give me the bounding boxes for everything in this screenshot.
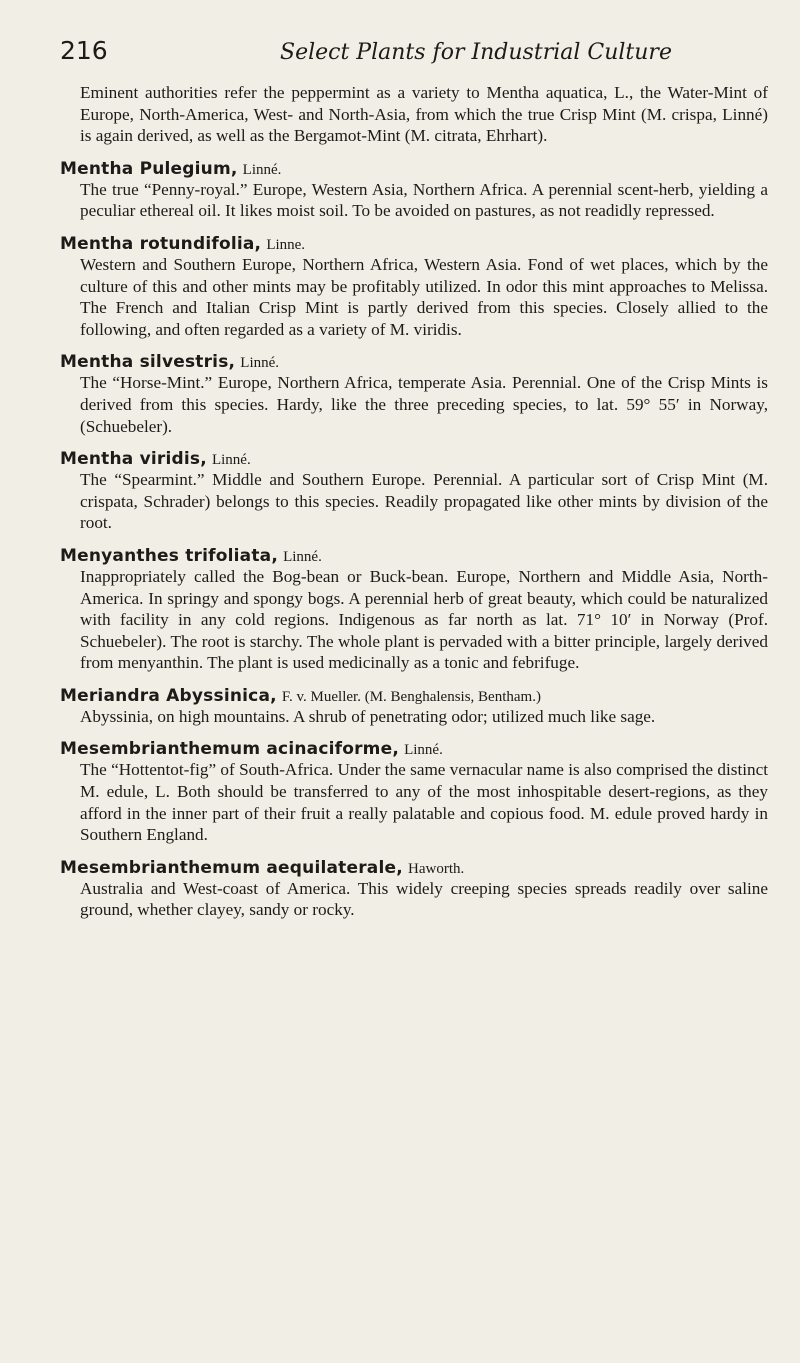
running-title: Select Plants for Industrial Culture xyxy=(280,40,672,65)
entry-mentha-silvestris xyxy=(60,352,768,437)
entry-menyanthes-trifoliata xyxy=(60,546,768,674)
entry-mentha-rotundifolia xyxy=(60,234,768,340)
entry-mesembrianthemum-acinaciforme xyxy=(60,739,768,845)
page-number: 216 xyxy=(60,36,108,65)
entry-text: Abyssinia, on high mountains. A shrub of penetrating odor; utilized much like sage. xyxy=(80,706,656,726)
entry-meriandra-abyssinica xyxy=(60,686,768,728)
intro-text: Eminent authorities refer the peppermint as a variety to Mentha aquatica, L., the Water-Mint of Europe, North-America, West- and North-Asia, from which the true Crisp Mint (M. crispa, Linné) is again derived, as well as the Bergamot-Mint (M. citrata, Ehrhart). xyxy=(80,83,768,146)
entry-name: Mentha silvestris, xyxy=(60,352,236,373)
entry-name: Mesembrianthemum aequilaterale, xyxy=(60,857,403,878)
entry-text: The “Hottentot-fig” of South-Africa. Under the same vernacular name is also comprised the distinct M. edule, L. Both should be transferred to any of the most inhospitable desert-regions, as they afford in the inner part of their fruit a really palatable and copious food. M. edule proved hardy in Southern England. xyxy=(80,760,768,845)
entry-name: Meriandra Abyssinica, xyxy=(60,685,277,706)
page-header xyxy=(60,36,760,86)
intro-paragraph xyxy=(60,82,768,147)
entry-mentha-pulegium xyxy=(60,159,768,222)
entry-name: Mentha Pulegium, xyxy=(60,158,238,179)
entry-name: Mentha viridis, xyxy=(60,449,207,470)
entry-authority: Linné. xyxy=(240,355,280,372)
entry-text: The “Horse-Mint.” Europe, Northern Africa, temperate Asia. Perennial. One of the Crisp Mints is derived from this species. Hardy, like the three preceding species, to lat. 59° 55′ in Norway, (Schuebeler). xyxy=(80,373,768,436)
entry-authority: Linne. xyxy=(266,236,306,253)
entry-authority: Linné. xyxy=(404,742,443,759)
entry-name: Mesembrianthemum acinaciforme, xyxy=(60,739,399,760)
entry-text: Inappropriately called the Bog-bean or Buck-bean. Europe, Northern and Middle Asia, North-America. In springy and spongy bogs. A perennial herb of great beauty, which could be naturalized with facility in any cold regions. Indigenous as far north as lat. 71° 10′ in Norway (Prof. Schuebeler). The root is starchy. The whole plant is pervaded with a bitter principle, largely derived from menyanthin. The plant is used medicinally as a tonic and febrifuge. xyxy=(80,566,768,673)
page-body xyxy=(60,82,768,921)
entry-text: The true “Penny-royal.” Europe, Western Asia, Northern Africa. A perennial scent-herb, yielding a peculiar ethereal oil. It likes moist soil. To be avoided on pastures, as not readidly repressed. xyxy=(80,179,768,221)
entry-mesembrianthemum-aequilaterale xyxy=(60,858,768,921)
entry-authority: Linné. xyxy=(283,548,322,565)
entry-name: Menyanthes trifoliata, xyxy=(60,545,278,566)
entry-name: Mentha rotundifolia, xyxy=(60,233,262,254)
entry-text: Western and Southern Europe, Northern Africa, Western Asia. Fond of wet places, which by the culture of this and other mints may be profitably utilized. In odor this mint approaches to Melissa. The French and Italian Crisp Mint is partly derived from this species. Closely allied to the following, and often regarded as a variety of M. viridis. xyxy=(80,254,768,339)
entry-mentha-viridis xyxy=(60,449,768,534)
entry-authority: Haworth. xyxy=(408,860,465,877)
entry-authority: F. v. Mueller. (M. Benghalensis, Bentham.) xyxy=(281,688,541,705)
entry-text: The “Spearmint.” Middle and Southern Europe. Perennial. A particular sort of Crisp Mint (M. crispata, Schrader) belongs to this species. Readily propagated like other mints by division of the root. xyxy=(80,470,768,533)
entry-text: Australia and West-coast of America. This widely creeping species spreads readily over saline ground, whether clayey, sandy or rocky. xyxy=(80,878,768,920)
entry-authority: Linné. xyxy=(242,161,282,178)
entry-authority: Linné. xyxy=(211,452,251,469)
